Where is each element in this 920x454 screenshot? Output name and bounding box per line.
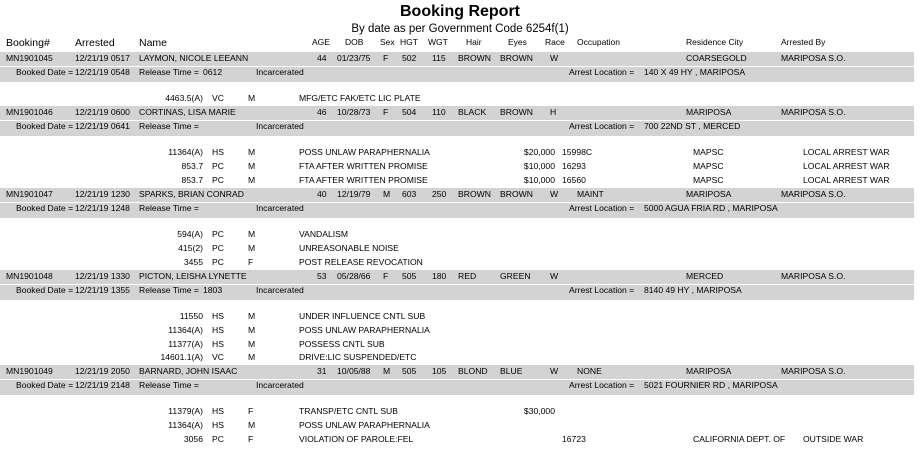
warrant-type: LOCAL ARREST WAR: [803, 160, 890, 171]
inmate-age: 44: [317, 53, 327, 63]
header-wgt: WGT: [428, 37, 448, 47]
release-time-label: Release Time =: [139, 285, 199, 295]
inmate-weight: 105: [432, 366, 447, 376]
header-occupation: Occupation: [577, 37, 620, 47]
charge-code: 594(A): [177, 229, 203, 239]
charge-code: 11364(A): [168, 324, 203, 335]
charge-description: POSS UNLAW PARAPHERNALIA: [299, 324, 430, 335]
inmate-eyes: BROWN: [500, 189, 533, 199]
inmate-weight: 250: [432, 189, 447, 199]
inmate-hair: BLACK: [458, 107, 487, 117]
charge-level: F: [248, 406, 254, 416]
inmate-name: LAYMON, NICOLE LEEANN: [139, 53, 249, 63]
inmate-height: 505: [402, 271, 417, 281]
header-name: Name: [139, 37, 168, 49]
inmate-eyes: GREEN: [500, 271, 531, 281]
charge-description: POSS UNLAW PARAPHERNALIA: [299, 147, 430, 157]
charge-description: POSS UNLAW PARAPHERNALIA: [299, 419, 430, 430]
charge-code-type: HS: [212, 419, 224, 430]
inmate-height: 502: [402, 53, 417, 63]
arrest-location-label: Arrest Location =: [569, 285, 635, 295]
charge-description: FTA AFTER WRITTEN PROMISE: [299, 174, 428, 185]
header-arrested: Arrested: [75, 37, 115, 49]
warrant-number: 16723: [562, 433, 586, 444]
charge-level: F: [248, 256, 254, 267]
inmate-weight: 180: [432, 271, 447, 281]
custody-status: Incarcerated: [256, 121, 304, 131]
inmate-age: 53: [317, 271, 327, 281]
inmate-eyes: BROWN: [500, 53, 533, 63]
charge-code: 3455: [183, 256, 203, 267]
booking-number: MN1901046: [6, 107, 53, 117]
booked-date-value: 12/21/19 2148: [75, 380, 130, 390]
charge-code-type: PC: [212, 433, 224, 444]
inmate-age: 40: [317, 189, 327, 199]
warrant-agency: CALIFORNIA DEPT. OF: [693, 433, 786, 444]
inmate-age: 46: [317, 107, 327, 117]
charge-code: 11377(A): [168, 338, 203, 349]
booking-number: MN1901047: [6, 189, 53, 199]
release-time-label: Release Time =: [139, 121, 199, 131]
charge-code: 853.7: [181, 160, 203, 171]
booking-number: MN1901049: [6, 366, 53, 376]
residence-city: MARIPOSA: [686, 366, 732, 376]
charge-level: M: [248, 174, 256, 185]
release-time-value: 0612: [203, 67, 223, 77]
charge-code-type: PC: [212, 229, 224, 239]
arrest-location-value: 5021 FOURNIER RD , MARIPOSA: [644, 380, 778, 390]
inmate-eyes: BROWN: [500, 107, 533, 117]
inmate-race: W: [550, 271, 559, 281]
band-divider: [0, 120, 914, 121]
arrested-by: MARIPOSA S.O.: [781, 189, 846, 199]
charge-level: M: [248, 324, 256, 335]
booked-date-label: Booked Date =: [16, 67, 74, 77]
arrest-location-value: 8140 49 HY , MARIPOSA: [644, 285, 742, 295]
release-time-label: Release Time =: [139, 380, 199, 390]
charge-code: 415(2): [178, 242, 203, 253]
header-sex: Sex: [380, 37, 395, 47]
booked-date-value: 12/21/19 1355: [75, 285, 130, 295]
arrested-datetime: 12/21/19 0600: [75, 107, 130, 117]
charge-level: F: [248, 433, 254, 444]
charge-level: M: [248, 229, 256, 239]
inmate-name: CORTINAS, LISA MARIE: [139, 107, 236, 117]
booking-band: [0, 52, 914, 82]
inmate-occupation: MAINT: [577, 189, 604, 199]
charge-code-type: PC: [212, 160, 224, 171]
charge-code: 11364(A): [168, 419, 203, 430]
charge-description: VANDALISM: [299, 229, 349, 239]
custody-status: Incarcerated: [256, 203, 304, 213]
release-time-label: Release Time =: [139, 203, 199, 213]
arrested-datetime: 12/21/19 1230: [75, 189, 130, 199]
charge-level: M: [248, 352, 256, 363]
charge-level: M: [248, 147, 256, 157]
booking-band: [0, 270, 914, 300]
booked-date-label: Booked Date =: [16, 203, 74, 213]
charge-code-type: HS: [212, 406, 224, 416]
residence-city: MERCED: [686, 271, 724, 281]
arrest-location-value: 700 22ND ST , MERCED: [644, 121, 741, 131]
arrested-by: MARIPOSA S.O.: [781, 107, 846, 117]
arrest-location-label: Arrest Location =: [569, 203, 635, 213]
charge-code: 853.7: [181, 174, 203, 185]
charge-code-type: VC: [212, 93, 224, 103]
booked-date-value: 12/21/19 0641: [75, 121, 130, 131]
custody-status: Incarcerated: [256, 285, 304, 295]
inmate-sex: M: [383, 189, 391, 199]
release-time-label: Release Time =: [139, 67, 199, 77]
inmate-race: W: [550, 189, 559, 199]
arrested-by: MARIPOSA S.O.: [781, 53, 846, 63]
charge-code-type: HS: [212, 147, 224, 157]
arrest-location-value: 5000 AGUA FRIA RD , MARIPOSA: [644, 203, 778, 213]
charge-description: UNREASONABLE NOISE: [299, 242, 399, 253]
charge-code: 11379(A): [168, 406, 203, 416]
header-hair: Hair: [466, 37, 482, 47]
inmate-race: W: [550, 53, 559, 63]
inmate-height: 504: [402, 107, 417, 117]
warrant-agency: MAPSC: [693, 147, 724, 157]
inmate-weight: 115: [432, 53, 446, 63]
inmate-dob: 10/28/73: [337, 107, 371, 117]
booked-date-value: 12/21/19 1248: [75, 203, 130, 213]
inmate-race: W: [550, 366, 559, 376]
arrested-datetime: 12/21/19 1330: [75, 271, 130, 281]
charge-code: 11550: [179, 311, 203, 321]
header-race: Race: [545, 37, 565, 47]
residence-city: COARSEGOLD: [686, 53, 747, 63]
release-time-value: 1803: [203, 285, 223, 295]
custody-status: Incarcerated: [256, 67, 304, 77]
bail-amount: $30,000: [523, 406, 555, 416]
inmate-sex: M: [383, 366, 391, 376]
header-hgt: HGT: [400, 37, 418, 47]
charge-description: UNDER INFLUENCE CNTL SUB: [299, 311, 426, 321]
charge-level: M: [248, 160, 256, 171]
inmate-hair: BROWN: [458, 53, 491, 63]
inmate-age: 31: [317, 366, 327, 376]
charge-description: POST RELEASE REVOCATION: [299, 256, 423, 267]
warrant-type: OUTSIDE WAR: [803, 433, 864, 444]
charge-description: DRIVE:LIC SUSPENDED/ETC: [299, 352, 417, 363]
arrested-datetime: 12/21/19 0517: [75, 53, 130, 63]
inmate-sex: F: [383, 271, 389, 281]
inmate-dob: 01/23/75: [337, 53, 371, 63]
inmate-height: 505: [402, 366, 417, 376]
residence-city: MARIPOSA: [686, 189, 732, 199]
report-title: Booking Report: [400, 3, 520, 20]
inmate-name: SPARKS, BRIAN CONRAD: [139, 189, 244, 199]
inmate-hair: RED: [458, 271, 477, 281]
charge-code: 11364(A): [168, 147, 203, 157]
header-dob: DOB: [345, 37, 364, 47]
band-divider: [0, 66, 914, 67]
warrant-type: LOCAL ARREST WAR: [803, 147, 890, 157]
charge-code-type: PC: [212, 256, 224, 267]
inmate-hair: BLOND: [458, 366, 488, 376]
band-divider: [0, 284, 914, 285]
inmate-dob: 10/05/88: [337, 366, 371, 376]
booked-date-label: Booked Date =: [16, 121, 74, 131]
arrest-location-label: Arrest Location =: [569, 121, 635, 131]
residence-city: MARIPOSA: [686, 107, 732, 117]
charge-level: M: [248, 242, 256, 253]
charge-description: POSSESS CNTL SUB: [299, 338, 385, 349]
warrant-agency: MAPSC: [693, 160, 724, 171]
inmate-dob: 05/28/66: [337, 271, 371, 281]
booking-band: [0, 106, 914, 136]
charge-level: M: [248, 338, 256, 349]
charge-code-type: PC: [212, 242, 224, 253]
inmate-eyes: BLUE: [500, 366, 523, 376]
inmate-sex: F: [383, 53, 389, 63]
arrested-by: MARIPOSA S.O.: [781, 271, 846, 281]
header-age: AGE: [312, 37, 330, 47]
booking-number: MN1901048: [6, 271, 53, 281]
arrest-location-value: 140 X 49 HY , MARIPOSA: [644, 67, 746, 77]
charge-code-type: HS: [212, 324, 224, 335]
warrant-agency: MAPSC: [693, 174, 724, 185]
inmate-hair: BROWN: [458, 189, 491, 199]
charge-code-type: HS: [212, 311, 224, 321]
bail-amount: $20,000: [523, 147, 555, 157]
inmate-height: 603: [402, 189, 417, 199]
inmate-name: PICTON, LEISHA LYNETTE: [139, 271, 247, 281]
charge-code-type: PC: [212, 174, 224, 185]
booked-date-value: 12/21/19 0548: [75, 67, 130, 77]
charge-level: M: [248, 311, 256, 321]
inmate-weight: 110: [432, 107, 446, 117]
inmate-dob: 12/19/79: [337, 189, 371, 199]
header-residence-city: Residence City: [686, 37, 744, 47]
inmate-name: BARNARD, JOHN ISAAC: [139, 366, 238, 376]
report-subtitle: By date as per Government Code 6254f(1): [351, 23, 569, 35]
inmate-race: H: [550, 107, 557, 117]
charge-description: TRANSP/ETC CNTL SUB: [299, 406, 398, 416]
inmate-sex: F: [383, 107, 389, 117]
bail-amount: $10,000: [523, 160, 555, 171]
booked-date-label: Booked Date =: [16, 380, 74, 390]
charge-code: 4463.5(A): [165, 93, 203, 103]
arrested-datetime: 12/21/19 2050: [75, 366, 130, 376]
warrant-type: LOCAL ARREST WAR: [803, 174, 890, 185]
charge-code: 3056: [183, 433, 203, 444]
arrest-location-label: Arrest Location =: [569, 380, 635, 390]
charge-description: MFG/ETC FAK/ETC LIC PLATE: [299, 93, 421, 103]
arrest-location-label: Arrest Location =: [569, 67, 635, 77]
charge-description: VIOLATION OF PAROLE:FEL: [299, 433, 414, 444]
charge-code-type: HS: [212, 338, 224, 349]
charge-code-type: VC: [212, 352, 224, 363]
warrant-number: 15998C: [562, 147, 593, 157]
charge-code: 14601.1(A): [160, 352, 203, 363]
custody-status: Incarcerated: [256, 380, 304, 390]
charge-description: FTA AFTER WRITTEN PROMISE: [299, 160, 428, 171]
header-booking: Booking#: [6, 37, 50, 49]
warrant-number: 16293: [562, 160, 586, 171]
header-arrested-by: Arrested By: [781, 37, 826, 47]
charge-level: M: [248, 93, 256, 103]
header-eyes: Eyes: [508, 37, 527, 47]
booked-date-label: Booked Date =: [16, 285, 74, 295]
warrant-number: 16560: [562, 174, 586, 185]
bail-amount: $10,000: [523, 174, 555, 185]
inmate-occupation: NONE: [577, 366, 602, 376]
charge-level: M: [248, 419, 256, 430]
arrested-by: MARIPOSA S.O.: [781, 366, 846, 376]
booking-number: MN1901045: [6, 53, 53, 63]
